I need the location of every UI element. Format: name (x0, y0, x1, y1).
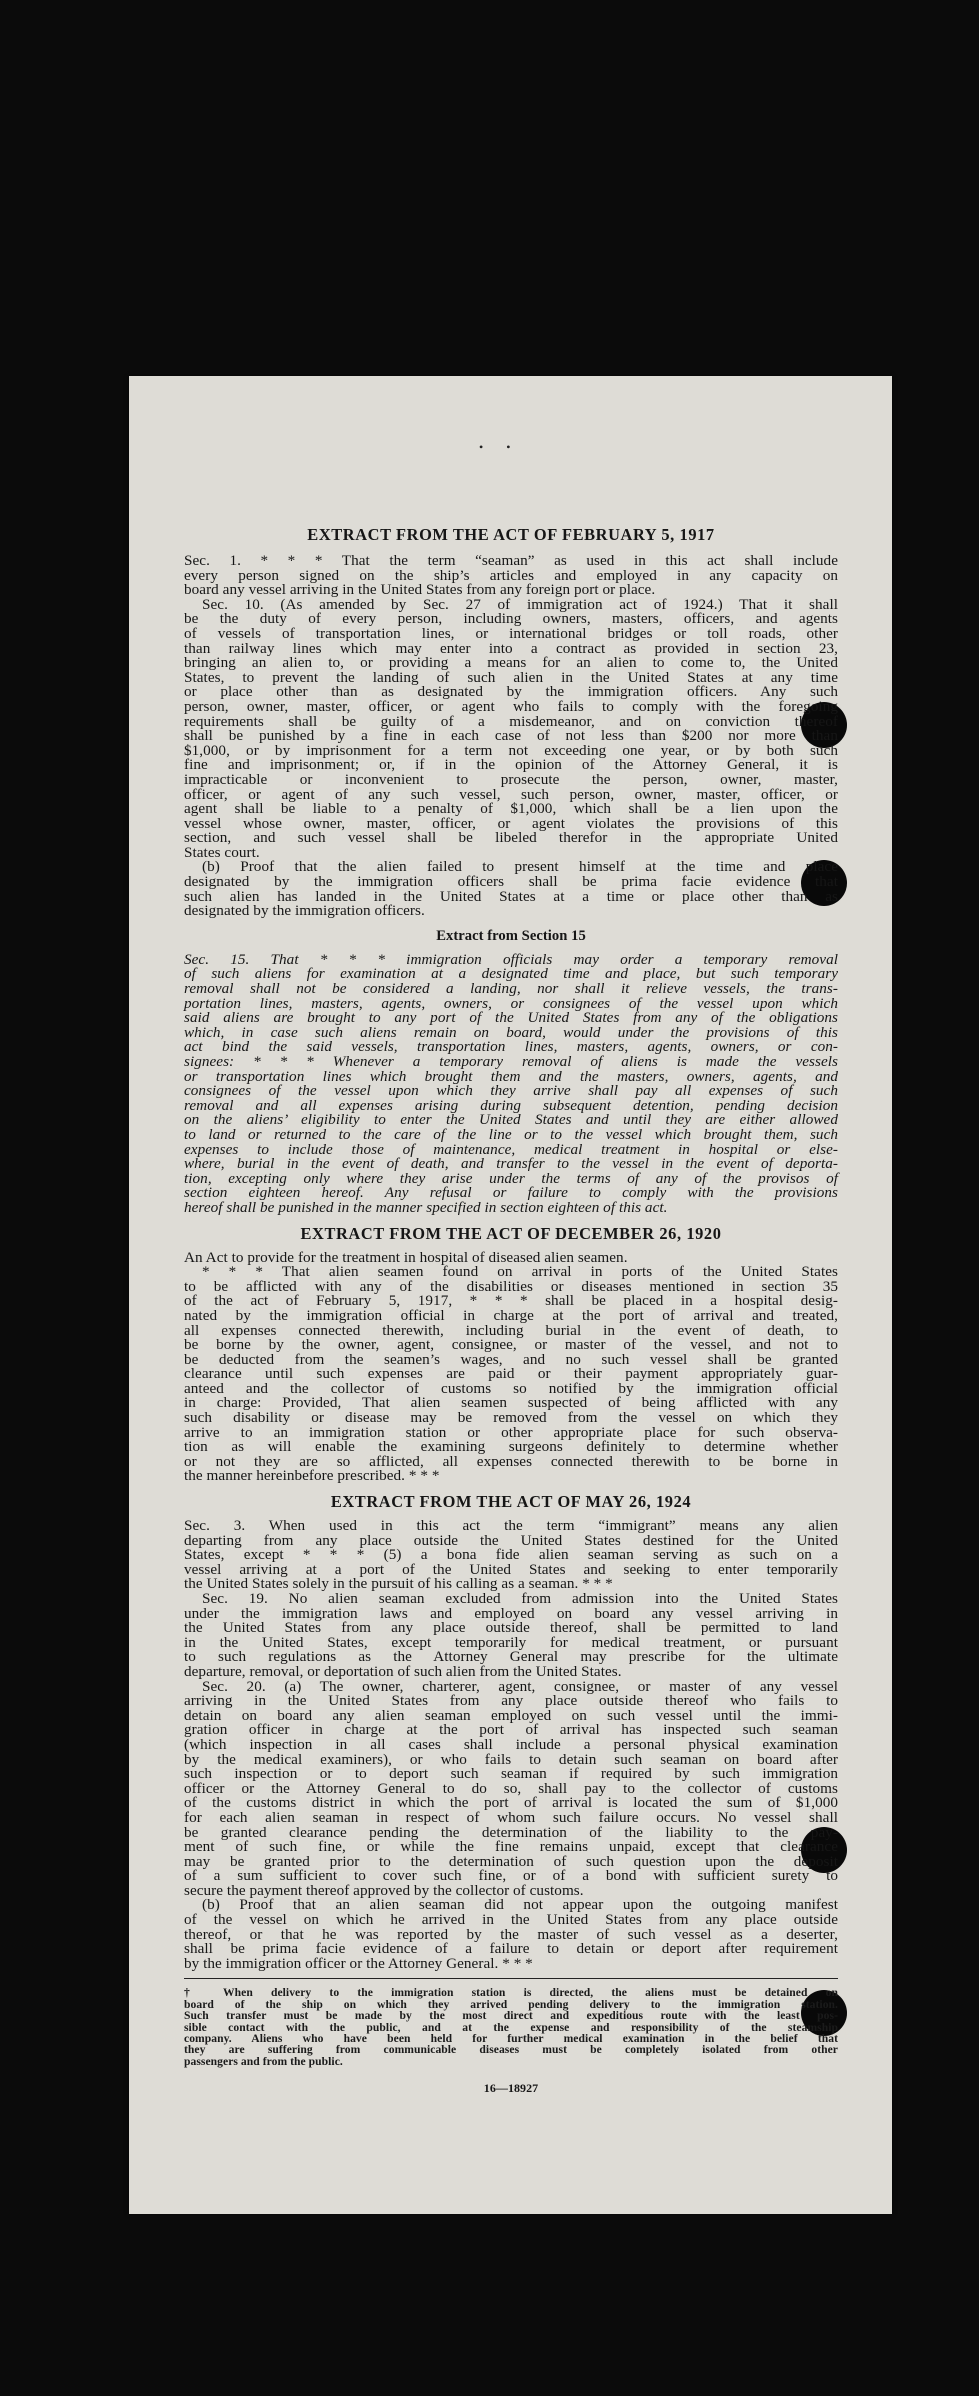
text-line: by the medical examiners), or who fails to detain such seaman on board after (184, 1750, 838, 1768)
text-line: gration officer in charge at the port of arrival has inspected such seaman (184, 1721, 838, 1739)
text-line: of the vessel on which he arrived in the United States from any place outside (184, 1911, 838, 1929)
text-line: which, in case such aliens remain on board, would under the provisions of this (184, 1023, 838, 1041)
section-1924-text (184, 1519, 838, 1971)
text-line: for each alien seaman in respect of whom such failure occurs. No vessel shall (184, 1808, 838, 1826)
text-line: Sec. 15. That * * * immigration officials may order a temporary removal (184, 950, 838, 968)
text-line: be granted clearance pending the determination of the liability to the pay- (184, 1823, 838, 1841)
text-line: shall be punished by a fine in each case of not less than $200 nor more than (184, 727, 838, 745)
text-line: arriving in the United States from any place outside thereof who fails to (184, 1692, 838, 1710)
text-line: board of the ship on which they arrived pending delivery to the immigration station. (184, 1997, 838, 2011)
text-line: section eighteen hereof. Any refusal or failure to comply with the provisions (184, 1184, 838, 1202)
text-line: the United States from any place outside thereof, shall be permitted to land (184, 1619, 838, 1637)
heading-section-15: Extract from Section 15 (436, 927, 586, 944)
text-line: Sec. 19. No alien seaman excluded from admission into the United States (202, 1590, 838, 1607)
text-line: impracticable or inconvenient to prosecute the person, owner, master, (184, 770, 838, 788)
text-line: of the customs district in which the port of arrival is located the sum of $1,000 (184, 1794, 838, 1812)
text-line: in the United States, except temporarily for medical treatment, or pursuant (184, 1633, 838, 1651)
text-line: section, and such vessel shall be libeled therefor in the appropriate United (184, 829, 838, 847)
text-line: such disability or disease may be removed from the vessel on which they (184, 1409, 838, 1427)
text-line: passengers and from the public. (184, 2054, 343, 2068)
text-line: may be granted prior to the determination of such question upon the deposit (184, 1852, 838, 1870)
text-line: States, to prevent the landing of such alien in the United States at any time (184, 668, 838, 686)
text-line: * * * That alien seamen found on arrival in ports of the United States (202, 1263, 838, 1281)
text-line: (b) Proof that an alien seaman did not appear upon the outgoing manifest (202, 1896, 838, 1914)
text-line: designated by the immigration officers. (184, 902, 425, 920)
text-line: $1,000, or by imprisonment for a term not exceeding one year, or by both such (184, 741, 838, 759)
text-line: Sec. 3. When used in this act the term “immigrant” means any alien (184, 1517, 838, 1535)
text-line: portation lines, masters, agents, owners, or consignees of the vessel upon which (184, 994, 838, 1012)
heading-act-1917: EXTRACT FROM THE ACT OF FEBRUARY 5, 1917 (307, 525, 715, 544)
text-line: the United States solely in the pursuit of his calling as a seaman. * * * (184, 1575, 613, 1593)
text-line: expenses to include those of maintenance, medical treatment in hospital or else- (184, 1140, 838, 1158)
text-line: arrive to an immigration station or other appropriate place for such observa- (184, 1423, 838, 1441)
text-line: departure, removal, or deportation of such alien from the United States. (184, 1662, 622, 1680)
text-line: secure the payment thereof approved by the collector of customs. (184, 1881, 584, 1899)
text-line: of the act of February 5, 1917, * * * shall be placed in a hospital desig- (184, 1292, 838, 1310)
text-line: shall be prima facie evidence of a failure to detain or deport after requirement (184, 1940, 838, 1958)
text-line: company. Aliens who have been held for further medical examination in the belief that (184, 2032, 838, 2046)
text-line: States court. (184, 843, 260, 861)
text-line: ment of such fine, or while the fine remains unpaid, except that clearance (184, 1838, 838, 1856)
text-line: States, except * * * (5) a bona fide alien seaman serving as such on a (184, 1546, 838, 1564)
text-line: be deducted from the seamen’s wages, and no such vessel shall be granted (184, 1350, 838, 1368)
text-line: designated by the immigration officers shall be prima facie evidence that (184, 873, 838, 891)
text-line: hereof shall be punished in the manner specified in section eighteen of this act. (184, 1198, 668, 1216)
top-mark: • • (479, 440, 521, 454)
text-line: be borne by the owner, agent, consignee, or master of the vessel, and not to (184, 1336, 838, 1354)
text-line: agent shall be liable to a penalty of $1,000, which shall be a lien upon the (184, 800, 838, 818)
footnote-text (184, 1987, 838, 2067)
section-15-text (184, 950, 838, 1216)
text-line: bringing an alien to, or providing a means for an alien to come to, the United (184, 654, 838, 672)
text-line: on the aliens’ eligibility to enter the United States and until they are either allowed (184, 1111, 838, 1129)
text-line: tion as will enable the examining surgeons definitely to determine whether (184, 1438, 838, 1456)
text-line: to such regulations as the Attorney General may prescribe for the ultimate (184, 1648, 838, 1666)
text-line: be the duty of every person, including owners, masters, officers, and agents (184, 610, 838, 628)
text-line: of such aliens for examination at a designated time and place, but such temporary (184, 965, 838, 983)
text-line: removal and all expenses arising during subsequent detention, pending decision (184, 1096, 838, 1114)
text-line: Sec. 10. (As amended by Sec. 27 of immigration act of 1924.) That it shall (202, 595, 838, 613)
text-line: Sec. 1. * * * That the term “seaman” as used in this act shall include (184, 552, 838, 569)
text-line: to be afflicted with any of the disabilities or diseases mentioned in section 35 (184, 1277, 838, 1295)
document-page (129, 376, 892, 2214)
text-line: Such transfer must be made by the most direct and expeditious route with the least pos- (184, 2009, 838, 2023)
text-line: nated by the immigration official in charge at the port of arrival and treated, (184, 1306, 838, 1324)
section-1917-text (184, 554, 838, 919)
text-line: officer, or agent of any such vessel, such person, owner, master, officer, or (184, 785, 838, 803)
text-line: vessel arriving at a port of the United States and seeking to enter temporarily (184, 1560, 838, 1578)
text-line: thereof, or that he was reported by the master of such vessel as a deserter, (184, 1925, 838, 1943)
text-line: requirements shall be guilty of a misdemeanor, and on conviction thereof (184, 712, 838, 730)
text-line: by the immigration officer or the Attorney General. * * * (184, 1954, 533, 1972)
text-line: of a sum sufficient to cover such fine, or of a bond with sufficient surety to (184, 1867, 838, 1885)
text-line: person, owner, master, officer, or agent who fails to comply with the foregoing (184, 697, 838, 715)
text-line: in charge: Provided, That alien seamen suspected of being afflicted with any (184, 1394, 838, 1412)
text-line: consignees of the vessel upon which they arrive shall pay all expenses of such (184, 1082, 838, 1100)
text-line: fine and imprisonment; or, if in the opinion of the Attorney General, it is (184, 756, 838, 774)
text-line: said aliens are brought to any port of the United States from any of the obligations (184, 1009, 838, 1027)
section-1920-text (184, 1248, 838, 1485)
text-line: act bind the said vessels, transportation lines, masters, agents, owners, or con- (184, 1038, 838, 1056)
text-line: than railway lines which may enter into a contract as provided in section 23, (184, 639, 838, 657)
heading-act-1920: EXTRACT FROM THE ACT OF DECEMBER 26, 1920 (300, 1223, 722, 1243)
text-line: An Act to provide for the treatment in hospital of diseased alien seamen. (184, 1248, 628, 1266)
text-line: the manner hereinbefore prescribed. * * * (184, 1467, 440, 1485)
text-line: to land or returned to the care of the line or to the vessel which brought them, such (184, 1125, 838, 1143)
text-line: or place other than as designated by the immigration officers. Any such (184, 683, 838, 701)
text-line: vessel whose owner, master, officer, or agent violates the provisions of this (184, 814, 838, 832)
text-line: all expenses connected therewith, including burial in the event of death, to (184, 1321, 838, 1339)
text-line: officer or the Attorney General to do so, shall pay to the collector of customs (184, 1779, 838, 1797)
text-line: (which inspection in all cases shall include a personal physical examination (184, 1735, 838, 1753)
text-line: sible contact with the public, and at the expense and responsibility of the steamship (184, 2020, 838, 2034)
text-line: clearance until such expenses are paid or their payment appropriately guar- (184, 1365, 838, 1383)
text-line: or not they are so afflicted, all expenses connected therewith to be borne in (184, 1452, 838, 1470)
text-line: of vessels of transportation lines, or international bridges or toll roads, other (184, 624, 838, 642)
text-line: departing from any place outside the United States destined for the United (184, 1531, 838, 1549)
text-line: board any vessel arriving in the United States from any foreign port or place. (184, 581, 656, 599)
text-line: every person signed on the ship’s articles and employed in any capacity on (184, 566, 838, 584)
form-number: 16—18927 (483, 2081, 539, 2096)
text-line: Sec. 20. (a) The owner, charterer, agent, consignee, or master of any vessel (202, 1677, 838, 1695)
text-line: where, burial in the event of death, and transfer to the vessel in the event of deporta- (184, 1155, 838, 1173)
text-line: tion, excepting only where they arise under the terms of any of the provisos of (184, 1169, 838, 1187)
document-text (184, 526, 838, 2096)
text-line: they are suffering from communicable diseases must be completely isolated from other (184, 2043, 838, 2057)
text-line: removal shall not be considered a landing, nor shall it relieve vessels, the trans- (184, 980, 838, 998)
text-line: such alien has landed in the United States at a time or place other than as (184, 887, 838, 905)
footnote-rule (184, 1978, 838, 1979)
text-line: such inspection or to deport such seaman if required by such immigration (184, 1765, 838, 1783)
text-line: under the immigration laws and employed on board any vessel arriving in (184, 1604, 838, 1622)
text-line: (b) Proof that the alien failed to present himself at the time and place (202, 858, 838, 876)
text-line: anteed and the collector of customs so notified by the immigration official (184, 1379, 838, 1397)
text-line: † When delivery to the immigration station is directed, the aliens must be detained on (184, 1986, 838, 2000)
heading-act-1924: EXTRACT FROM THE ACT OF MAY 26, 1924 (330, 1492, 692, 1512)
text-line: signees: * * * Whenever a temporary removal of aliens is made the vessels (184, 1053, 838, 1070)
text-line: detain on board any alien seaman employed on such vessel until the immi- (184, 1706, 838, 1724)
text-line: or transportation lines which brought them and the masters, owners, agents, and (184, 1067, 838, 1085)
